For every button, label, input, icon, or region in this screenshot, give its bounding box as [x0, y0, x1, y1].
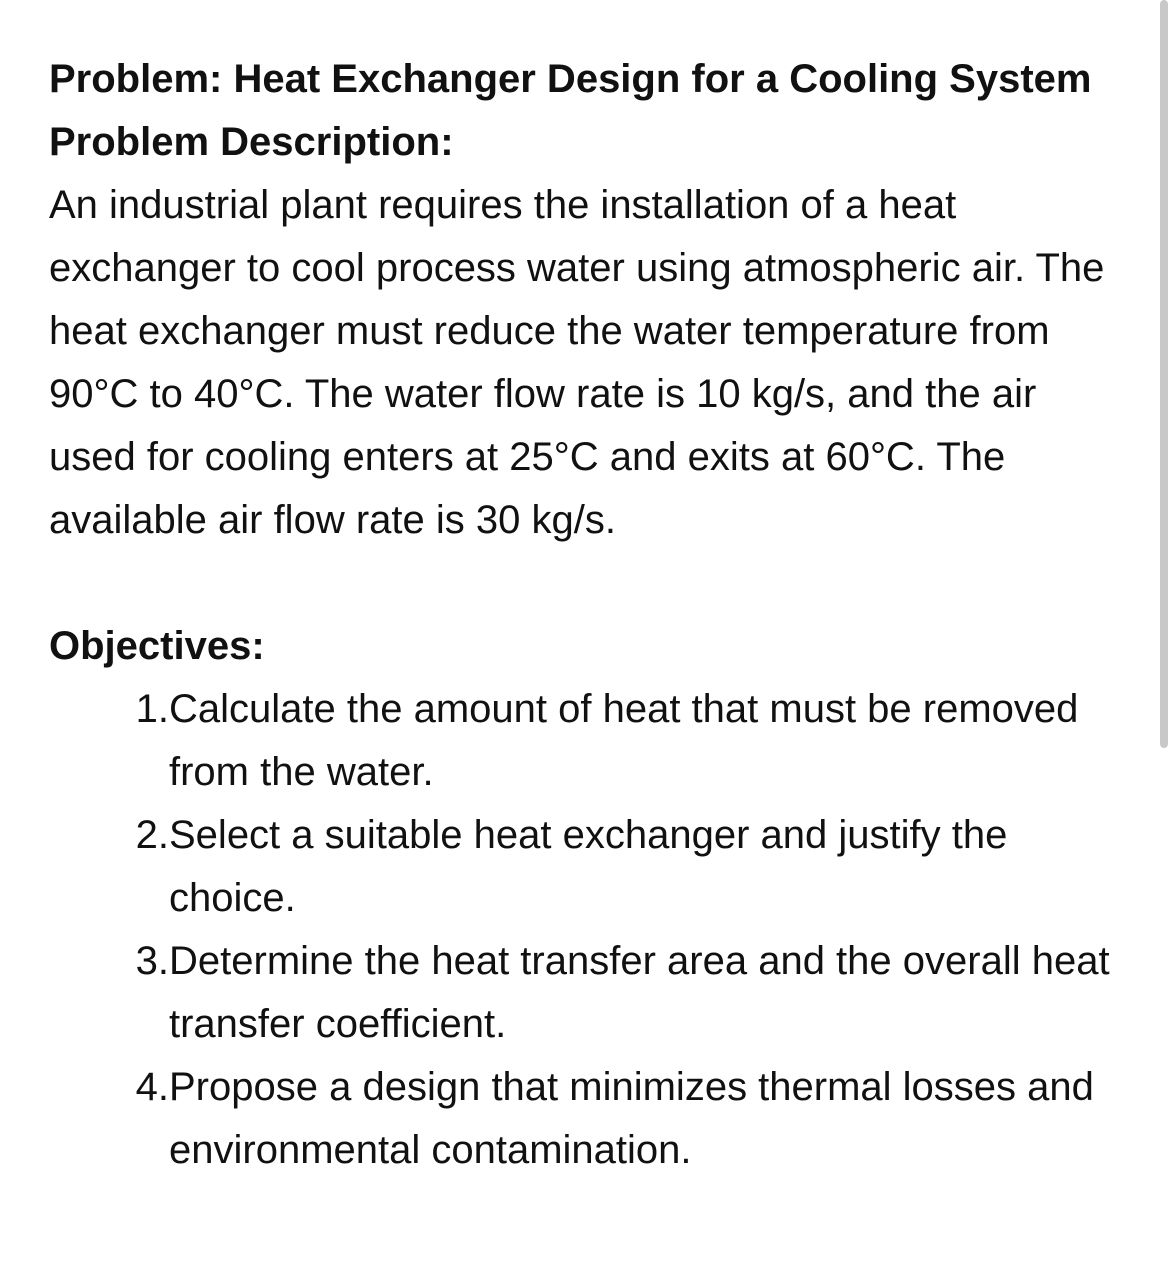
problem-description: An industrial plant requires the installation of a heat exchanger to cool process water using atmospheric air. The heat exchanger must reduce the water temperature from 90°C to 40°C. The water flow rate is 10 kg/s, and the air used for cooling enters at 25°C and exits at 60°C. The available air flow rate is 30 kg/s. — [49, 183, 1105, 542]
objective-number: 2. — [135, 813, 169, 857]
objectives-list — [49, 678, 1134, 1182]
objectives-heading: Objectives: — [49, 624, 265, 668]
objective-number: 4. — [135, 1065, 169, 1109]
objective-number: 1. — [135, 687, 169, 731]
scrollbar-thumb[interactable] — [1160, 0, 1168, 748]
problem-title: Problem: Heat Exchanger Design for a Cooling System — [49, 57, 1092, 101]
objective-item — [49, 1056, 1134, 1182]
document-content — [49, 48, 1134, 1182]
objective-item — [49, 930, 1134, 1056]
objective-text: Propose a design that minimizes thermal losses and environmental contamination. — [169, 1065, 1094, 1172]
objective-text: Determine the heat transfer area and the overall heat transfer coefficient. — [169, 939, 1110, 1046]
objective-item — [49, 678, 1134, 804]
objective-item — [49, 804, 1134, 930]
objective-number: 3. — [135, 939, 169, 983]
description-heading: Problem Description: — [49, 120, 454, 164]
objective-text: Select a suitable heat exchanger and justify the choice. — [169, 813, 1008, 920]
objective-text: Calculate the amount of heat that must be removed from the water. — [169, 687, 1079, 794]
vertical-scrollbar[interactable] — [1158, 0, 1170, 1285]
